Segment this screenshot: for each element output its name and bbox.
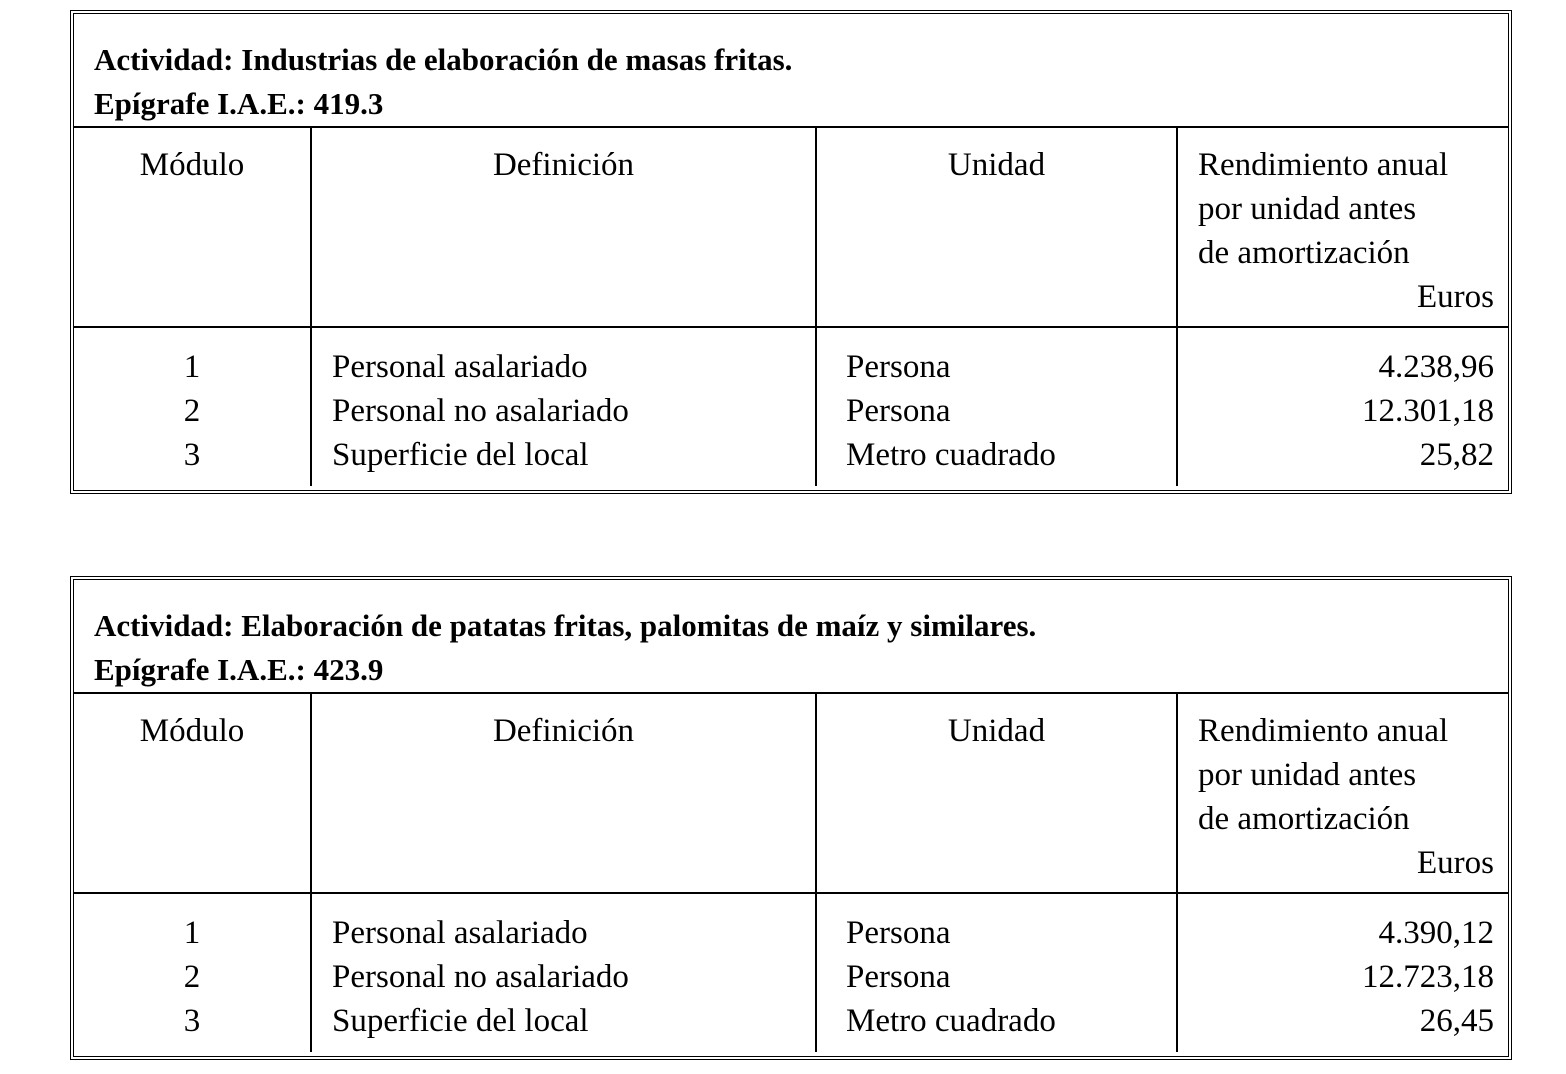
- rendimiento-column: [1178, 894, 1508, 1052]
- unidad-cell: Persona: [846, 349, 951, 385]
- header-rendimiento-line: Rendimiento anual: [1198, 713, 1449, 749]
- column-headers: [74, 694, 1508, 894]
- module-table-1: [70, 10, 1512, 494]
- header-unidad: Unidad: [817, 128, 1178, 326]
- table-body: [74, 894, 1508, 1052]
- table-heading: [74, 14, 1508, 128]
- actividad-title: Actividad: Industrias de elaboración de masas fritas.: [94, 42, 793, 77]
- definicion-cell: Superficie del local: [332, 1003, 589, 1039]
- definicion-cell: Personal no asalariado: [332, 959, 629, 995]
- header-modulo: Módulo: [74, 128, 312, 326]
- definicion-cell: Superficie del local: [332, 437, 589, 473]
- definicion-column: [312, 894, 817, 1052]
- header-rendimiento: [1178, 694, 1508, 892]
- modulo-cell: 2: [183, 393, 201, 429]
- table-heading: [74, 580, 1508, 694]
- header-unidad: Unidad: [817, 694, 1178, 892]
- rendimiento-cell: 12.723,18: [1362, 959, 1494, 995]
- modulo-cell: 3: [183, 1003, 201, 1039]
- rendimiento-cell: 12.301,18: [1362, 393, 1494, 429]
- unidad-cell: Metro cuadrado: [846, 437, 1056, 473]
- header-modulo: Módulo: [74, 694, 312, 892]
- header-moneda: Euros: [1417, 845, 1494, 881]
- unidad-column: [817, 894, 1178, 1052]
- epigrafe-title: Epígrafe I.A.E.: 423.9: [94, 652, 384, 687]
- epigrafe-title: Epígrafe I.A.E.: 419.3: [94, 86, 384, 121]
- definicion-column: [312, 328, 817, 486]
- module-table-2: [70, 576, 1512, 1060]
- rendimiento-cell: 4.238,96: [1378, 349, 1494, 385]
- header-rendimiento-line: de amortización: [1198, 235, 1410, 271]
- unidad-cell: Metro cuadrado: [846, 1003, 1056, 1039]
- header-definicion: Definición: [312, 128, 817, 326]
- header-rendimiento-line: Rendimiento anual: [1198, 147, 1449, 183]
- header-rendimiento-line: por unidad antes: [1198, 191, 1417, 227]
- modulo-cell: 1: [183, 349, 201, 385]
- header-rendimiento-line: de amortización: [1198, 801, 1410, 837]
- definicion-cell: Personal no asalariado: [332, 393, 629, 429]
- actividad-title: Actividad: Elaboración de patatas fritas, palomitas de maíz y similares.: [94, 608, 1037, 643]
- header-rendimiento-line: por unidad antes: [1198, 757, 1417, 793]
- unidad-column: [817, 328, 1178, 486]
- rendimiento-cell: 4.390,12: [1378, 915, 1494, 951]
- header-rendimiento: [1178, 128, 1508, 326]
- modulo-cell: 2: [183, 959, 201, 995]
- unidad-cell: Persona: [846, 393, 951, 429]
- column-headers: [74, 128, 1508, 328]
- table-body: [74, 328, 1508, 486]
- unidad-cell: Persona: [846, 959, 951, 995]
- rendimiento-cell: 26,45: [1419, 1003, 1494, 1039]
- modulo-cell: 1: [183, 915, 201, 951]
- modulo-cell: 3: [183, 437, 201, 473]
- modulo-column: [74, 894, 312, 1052]
- unidad-cell: Persona: [846, 915, 951, 951]
- header-definicion: Definición: [312, 694, 817, 892]
- rendimiento-cell: 25,82: [1419, 437, 1494, 473]
- rendimiento-column: [1178, 328, 1508, 486]
- definicion-cell: Personal asalariado: [332, 349, 588, 385]
- header-moneda: Euros: [1417, 279, 1494, 315]
- modulo-column: [74, 328, 312, 486]
- definicion-cell: Personal asalariado: [332, 915, 588, 951]
